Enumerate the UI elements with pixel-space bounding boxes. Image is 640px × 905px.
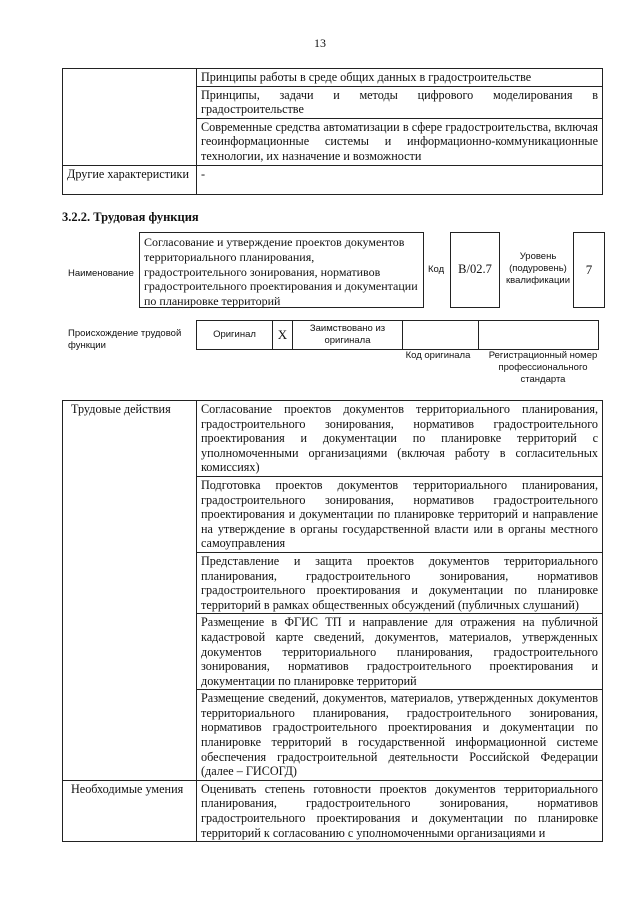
function-code-box: B/02.7 [450,232,500,308]
page-number: 13 [314,36,326,50]
borrowed-label-cell: Заимствовано из оригинала [293,321,403,350]
qualification-level-box: 7 [573,232,605,308]
labor-action-item: Представление и защита проектов документов территориального планирования, градостроительного зонирования, нормативов градостроительного проектирования и документации по планировке территорий в рамках общественных обсуждений (публичных слушаний) [197,552,603,613]
code-label: Код [428,264,445,275]
origin-reg-number-cell [479,321,599,350]
reg-number-caption: Регистрационный номер профессионального стандарта [488,350,598,385]
name-label: Наименование [68,268,134,279]
labor-function-table [62,400,603,842]
table-row [63,780,603,841]
origin-label: Происхождение трудовой функции [68,328,182,351]
row-label-cell: Другие характеристики [63,165,197,194]
knowledge-item: Принципы, задачи и методы цифрового моделирования в градостроительстве [197,86,603,118]
qualification-level-label: Уровень (подуровень) квалификации [505,251,571,286]
origin-code-caption: Код оригинала [405,350,471,361]
knowledge-item: Принципы работы в среде общих данных в градостроительстве [197,69,603,87]
labor-action-item: Размещение сведений, документов, материалов, утвержденных документов территориального планирования, градостроительного зонирования, нормативов градостроительного проектирования и документации по планировке территорий в государственной информационной системе обеспечения градостроительной деятельности Российской Федерации (далее – ГИСОГД) [197,690,603,781]
section-title: 3.2.2. Трудовая функция [62,210,199,224]
knowledge-item: Современные средства автоматизации в сфере градостроительства, включая геоинформационные системы и информационно-коммуникационные технологии, их назначение и возможности [197,118,603,165]
origin-table [196,320,599,350]
knowledge-table-continuation [62,68,603,195]
original-label-cell: Оригинал [197,321,273,350]
labor-action-item: Размещение в ФГИС ТП и направление для отражения на публичной кадастровой карте сведений, документов, материалов, утвержденных документов территориального планирования, градостроительного зонирования, нормативов градостроительного проектирования и документации по планировке территорий [197,614,603,690]
table-row [63,69,603,87]
table-row [63,401,603,477]
other-characteristics-value: - [197,165,603,194]
origin-code-cell [403,321,479,350]
skill-item: Оценивать степень готовности проектов документов территориального планирования, градостроительного зонирования, нормативов градостроительного проектирования и документации по планировке территорий к согласованию с уполномоченными организациями и [197,780,603,841]
row-label-cell: Необходимые умения [63,780,197,841]
labor-action-item: Согласование проектов документов территориального планирования, градостроительного зонирования, нормативов градостроительного проектирования и документации по планировке территорий с уполномоченными организациями (включая работу в согласительных комиссиях) [197,401,603,477]
table-row [63,165,603,194]
labor-action-item: Подготовка проектов документов территориального планирования, градостроительного зонирования, нормативов градостроительного проектирования и документации по планировке территорий и направление на утверждение в органы государственной власти или в органы местного самоуправления [197,476,603,552]
original-mark-cell: X [273,321,293,350]
function-name-box: Согласование и утверждение проектов документов территориального планирования, градостроительного зонирования, нормативов градостроительного проектирования и документации по планировке территорий [139,232,424,308]
row-label-cell [63,69,197,166]
row-label-cell: Трудовые действия [63,401,197,781]
